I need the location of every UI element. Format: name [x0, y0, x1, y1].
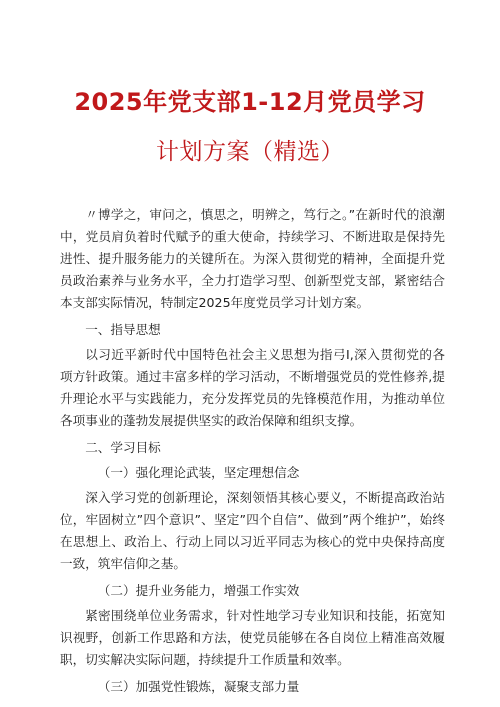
document-body: [60, 204, 445, 701]
document-title-line2: 计划方案（精选）: [156, 139, 344, 165]
intro-paragraph: 〃博学之，审问之，慎思之，明辨之，笃行之。”在新时代的浪潮中，党员肩负着时代赋予的重大使命，持续学习、不断进取是保持先进性、提升服务能力的关键所在。为深入贯彻党的精神，全面提升党员政治素养与业务水平，全力打造学习型、创新型党支部，紧密结合本支部实际情况，特制定2025年度党员学习计划方案。: [60, 207, 445, 310]
business-ability-paragraph: 紧密围绕单位业务需求，针对性地学习专业知识和技能，拓宽知识视野，创新工作思路和方法，使党员能够在各自岗位上精准高效履职，切实解决实际问题，持续提升工作质量和效率。: [60, 608, 445, 667]
subheading-theory: （一）强化理论武装，坚定理想信念: [97, 465, 300, 480]
section-heading-guiding-ideology: 一、指导思想: [85, 322, 161, 337]
guiding-ideology-paragraph: 以习近平新时代中国特色社会主义思想为指弓I,深入贯彻党的各项方针政策。通过丰富多样的学习活动，不断增强党员的党性修养,提升理论水平与实践能力，充分发挥党员的先锋模范作用，为推动单位各项事业的蓬勃发展提供坚实的政治保障和组织支撑。: [60, 347, 445, 428]
subheading-party-spirit: （三）加强党性锻炼，凝聚支部力量: [97, 679, 300, 694]
theory-paragraph: 深入学习党的创新理论，深刻领悟其核心要义，不断提高政治站位，牢固树立”四个意识”、坚定”四个自信”、做到”两个维护”，始终在思想上、政治上、行动上同以习近平同志为核心的党中央保持高度一致，筑牢信仰之基。: [60, 490, 445, 571]
section-heading-learning-goals: 二、学习目标: [85, 440, 161, 455]
subheading-business-ability: （二）提升业务能力，增强工作实效: [97, 583, 300, 598]
document-title-line1: 2025年党支部1-12月党员学习: [74, 88, 426, 116]
